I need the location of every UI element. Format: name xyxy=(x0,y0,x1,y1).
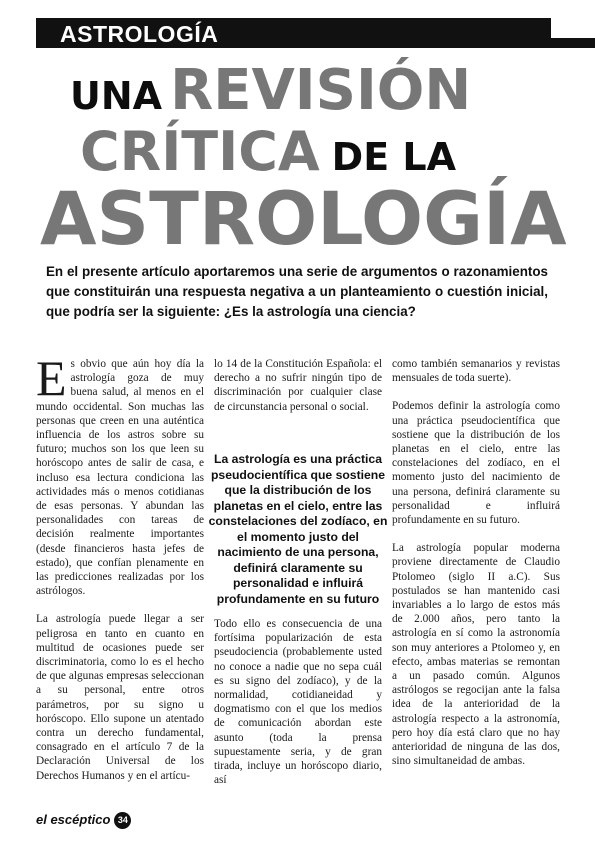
column-1-paragraph-2: La astrología puede llegar a ser peligrosa en tanto en cuanto en multitud de ocasiones puede ser discriminatoria, como lo es el hecho de que algunas empresas seleccionan a su personal, entre otros parámetros, por su signo u horóscopo. Ello supone un atentado contra un derecho fundamental, consagrado en el artículo 7 de la Declaración Universal de los Derechos Humanos y en el artícu- xyxy=(36,613,204,782)
title-line-2 xyxy=(80,120,456,183)
title-word-critica: CRÍTICA xyxy=(80,120,320,183)
intro-paragraph: En el presente artículo aportaremos una serie de argumentos o razonamientos que constituirán una respuesta negativa a un planteamiento o cuestión inicial, que podría ser la siguiente: ¿Es la astrología una ciencia? xyxy=(46,264,548,319)
footer xyxy=(36,812,131,829)
column-3-paragraph-2: Podemos definir la astrología como una práctica pseudocientífica que sostiene que la distribución de los planetas en el cielo, entre las constelaciones del zodíaco, en el momento justo del nacimiento de una persona, definirá claramente su personalidad e influirá profundamente en su futuro. xyxy=(392,400,560,527)
title-word-revision: REVISIÓN xyxy=(170,58,472,123)
column-2-bottom xyxy=(214,617,382,801)
column-1-paragraph-1-text: s obvio que aún hoy día la astrología goza de muy buena salud, al menos en el mundo occidental. Son muchas las personas que creen en una auténtica influencia de los astros sobre su futuro; muchos son los que leen su horóscopo antes de salir de casa, e incluso esa lectura condiciona las actividades más o menos cotidianas de esas personas. Y abundan las personalidades con tareas de decisión realmente importantes (desde financieros hasta jefes de estado), que confían plenamente en las predicciones realizadas por los astrólogos. xyxy=(36,358,204,598)
page-number: 34 xyxy=(114,812,131,829)
drop-cap: E xyxy=(36,350,67,406)
column-2-top xyxy=(214,357,382,428)
section-header-tab xyxy=(551,38,595,48)
column-3-paragraph-1: como también semanarios y revistas mensuales de toda suerte). xyxy=(392,358,560,385)
title-word-astrologia: ASTROLOGÍA xyxy=(40,177,567,262)
section-label: ASTROLOGÍA xyxy=(60,21,219,47)
pull-quote: La astrología es una práctica pseudocientífica que sostiene que la distribución de los planetas en el cielo, entre las constelaciones del zodíaco, en el momento justo del nacimiento de una persona, definirá claramente su personalidad e influirá profundamente en su futuro xyxy=(208,452,388,606)
column-3 xyxy=(392,357,560,782)
column-1 xyxy=(36,350,204,797)
title-word-de-la: DE LA xyxy=(331,135,457,179)
magazine-name: el escéptico xyxy=(36,812,111,827)
title-word-una: UNA xyxy=(70,74,163,118)
column-3-paragraph-3: La astrología popular moderna proviene directamente de Claudio Ptolomeo (siglo II a.C). Sus postulados se han mantenido casi invariables a lo largo de estos más de 2.000 años, pero tanto la astrología en sí como la astronomía son muy anteriores a Ptolomeo y, en efecto, ambas materias se remontan a un pasado común. Algunos astrólogos se regocijan ante la falsa idea de la anterioridad de la astrología respecto a la astronomía, pero hoy día está claro que no hay anterioridad de ninguna de las dos, sino simultaneidad de ambas. xyxy=(392,542,560,768)
column-1-paragraph-1 xyxy=(36,350,204,598)
title-line-1 xyxy=(70,58,471,123)
column-2-paragraph-1: lo 14 de la Constitución Española: el derecho a no sufrir ningún tipo de discriminación por cualquier clase de circunstancia personal o social. xyxy=(214,358,382,413)
column-2-paragraph-2: Todo ello es consecuencia de una fortísima popularización de esta pseudociencia (probablemente usted no conoce a nadie que no sepa cuál es su signo del zodíaco), y de la normalidad, cotidianeidad y dogmatismo con el que los medios de comunicación abordan este asunto (toda la prensa supuestamente seria, y de gran tirada, incluye un horóscopo diario, así xyxy=(214,618,382,787)
